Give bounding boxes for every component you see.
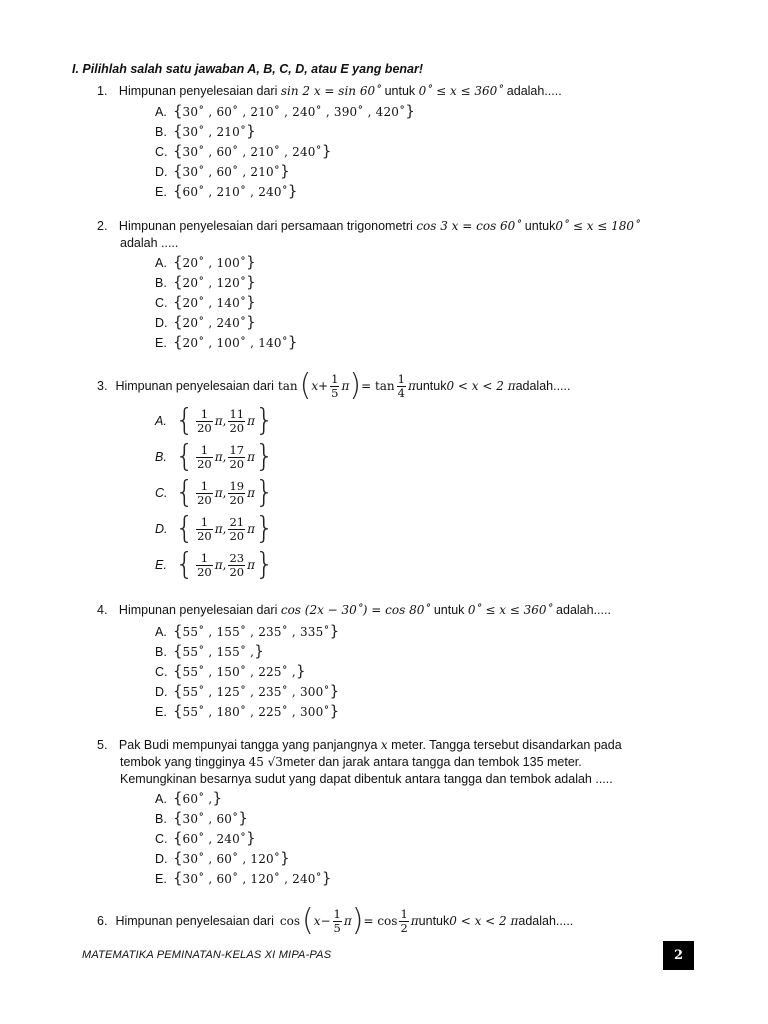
numerator: 23 — [229, 550, 245, 565]
option-letter: B. — [155, 276, 167, 290]
q2-text: Himpunan penyelesaian dari persamaan trigonometri — [118, 219, 417, 233]
right-paren: ) — [351, 903, 364, 938]
right-brace: } — [280, 162, 290, 180]
option-set: 60˚ , — [182, 792, 213, 806]
q5-line2b: meter dan jarak antara tangga dan tembok 135 meter. — [282, 755, 582, 769]
right-brace: } — [280, 849, 290, 867]
q3-tan: tan — [277, 379, 298, 393]
option-letter: C. — [155, 296, 168, 310]
q3-equals-tan: = tan — [361, 379, 395, 393]
question-2 — [97, 218, 640, 235]
q2-equation: cos 3 x = cos 60˚ — [416, 219, 522, 233]
fraction — [228, 408, 245, 435]
q5-line2a: tembok yang tingginya — [120, 755, 249, 769]
option-set: 55˚ , 155˚ , 235˚ , 335˚ — [182, 625, 330, 639]
question-6 — [97, 903, 573, 939]
option-set: 55˚ , 150˚ , 225˚ , — [182, 665, 296, 679]
option-set: 20˚ , 120˚ — [182, 276, 247, 290]
q5-option-e[interactable] — [155, 868, 331, 888]
q1-option-d[interactable] — [155, 161, 415, 181]
pi-symbol: π — [214, 414, 223, 428]
option-set: 20˚ , 100˚ — [182, 256, 247, 270]
right-brace: } — [405, 102, 415, 120]
q6-fraction-one-half — [399, 908, 408, 935]
q5-height: 45 √3 — [248, 755, 283, 769]
right-brace: } — [212, 789, 222, 807]
numerator: 11 — [229, 406, 245, 421]
question-4 — [97, 602, 611, 619]
q5-number: 5. — [97, 738, 108, 752]
q3-option-c[interactable] — [155, 475, 274, 511]
q4-number: 4. — [97, 603, 108, 617]
left-brace: { — [173, 682, 183, 700]
q3-option-b[interactable] — [155, 439, 274, 475]
question-3 — [97, 368, 570, 404]
left-brace: { — [175, 547, 195, 582]
numerator: 1 — [331, 371, 339, 386]
pi-symbol: π — [247, 558, 255, 572]
numerator: 21 — [229, 514, 245, 529]
pi-symbol: π — [341, 379, 350, 393]
option-letter: B. — [155, 450, 167, 464]
q1-option-c[interactable] — [155, 141, 415, 161]
left-brace: { — [173, 313, 183, 331]
right-brace: } — [329, 682, 340, 700]
option-letter: E. — [155, 558, 167, 572]
option-letter: A. — [155, 792, 167, 806]
q4-option-d[interactable] — [155, 681, 339, 701]
left-brace: { — [173, 789, 183, 807]
option-letter: D. — [155, 316, 168, 330]
left-brace: { — [173, 869, 183, 887]
denominator: 20 — [229, 528, 245, 543]
pi-symbol: π — [343, 914, 352, 928]
comma: , — [222, 450, 227, 464]
question-1 — [97, 83, 562, 100]
option-letter: D. — [155, 685, 168, 699]
pi-symbol: π — [247, 522, 255, 536]
q1-text2: untuk — [381, 84, 419, 98]
comma: , — [222, 414, 227, 428]
denominator: 4 — [397, 385, 405, 400]
numerator: 19 — [229, 478, 245, 493]
numerator: 1 — [200, 442, 209, 457]
option-letter: A. — [155, 414, 167, 428]
q6-number: 6. — [97, 914, 108, 928]
q6-text2: untuk — [418, 914, 450, 928]
option-letter: E. — [155, 185, 167, 199]
numerator: 1 — [200, 478, 209, 493]
right-brace: } — [321, 869, 332, 887]
q6-text: Himpunan penyelesaian dari — [115, 914, 274, 928]
denominator: 20 — [229, 420, 245, 435]
left-brace: { — [173, 702, 183, 720]
option-letter: B. — [155, 645, 167, 659]
right-brace: } — [246, 313, 256, 331]
option-set: 30˚ , 60˚ , 210˚ , 240˚ — [182, 145, 322, 159]
q2-text2: untuk — [521, 219, 556, 233]
q4-text3: adalah..... — [552, 603, 611, 617]
pi-symbol: π — [410, 914, 419, 928]
option-letter: E. — [155, 336, 167, 350]
fraction — [228, 444, 245, 471]
denominator: 20 — [229, 564, 245, 579]
section-heading: I. Pilihlah salah satu jawaban A, B, C, D, atau E yang benar! — [72, 62, 424, 76]
option-letter: E. — [155, 872, 167, 886]
numerator: 1 — [200, 514, 209, 529]
q4-option-b[interactable] — [155, 641, 339, 661]
right-brace: } — [254, 439, 275, 474]
option-set: 30˚ , 60˚ , 210˚ , 240˚ , 390˚ , 420˚ — [182, 105, 406, 119]
numerator: 1 — [200, 406, 209, 421]
numerator: 1 — [200, 550, 209, 565]
left-brace: { — [173, 809, 183, 827]
comma: , — [222, 486, 227, 500]
fraction — [196, 516, 213, 543]
left-brace: { — [173, 102, 183, 120]
option-set: 55˚ , 155˚ , — [182, 645, 255, 659]
numerator: 1 — [397, 371, 405, 386]
option-letter: C. — [155, 486, 168, 500]
option-letter: D. — [155, 522, 168, 536]
option-letter: B. — [155, 812, 167, 826]
option-letter: A. — [155, 256, 167, 270]
q1-range: 0˚ ≤ x ≤ 360˚ — [418, 84, 504, 98]
option-set: 55˚ , 125˚ , 235˚ , 300˚ — [182, 685, 330, 699]
denominator: 20 — [229, 492, 245, 507]
denominator: 20 — [229, 456, 245, 471]
option-set: 30˚ , 60˚ , 120˚ , 240˚ — [182, 872, 322, 886]
right-brace: } — [287, 182, 298, 200]
numerator: 17 — [229, 442, 245, 457]
option-letter: B. — [155, 125, 167, 139]
left-brace: { — [175, 439, 195, 474]
right-brace: } — [254, 403, 275, 438]
question-5 — [97, 737, 622, 754]
pi-symbol: π — [247, 486, 255, 500]
fraction — [228, 552, 245, 579]
q2-option-d[interactable] — [155, 312, 297, 332]
q2-range: 0˚ ≤ x ≤ 180˚ — [555, 219, 641, 233]
q2-text3: adalah ..... — [120, 236, 179, 250]
q3-option-e[interactable] — [155, 547, 274, 583]
q1-equation: sin 2 x = sin 60˚ — [280, 84, 382, 98]
right-brace: } — [246, 122, 256, 140]
left-paren: ( — [301, 903, 314, 938]
right-paren: ) — [349, 368, 362, 403]
option-set: 30˚ , 60˚ , 120˚ — [182, 852, 281, 866]
q4-text: Himpunan penyelesaian dari — [118, 603, 281, 617]
q3-fraction-one-fifth — [330, 373, 339, 400]
q4-range: 0˚ ≤ x ≤ 360˚ — [467, 603, 553, 617]
denominator: 5 — [331, 385, 339, 400]
option-set: 20˚ , 100˚ , 140˚ — [182, 336, 288, 350]
q1-text: Himpunan penyelesaian dari — [118, 84, 281, 98]
left-brace: { — [175, 475, 195, 510]
denominator: 5 — [333, 920, 341, 935]
q2-option-a[interactable] — [155, 252, 297, 272]
left-brace: { — [173, 182, 183, 200]
q2-number: 2. — [97, 219, 108, 233]
q5-option-d[interactable] — [155, 848, 331, 868]
q3-options — [155, 403, 274, 583]
left-brace: { — [175, 403, 195, 438]
fraction — [196, 444, 213, 471]
pi-symbol: π — [247, 414, 255, 428]
denominator: 20 — [197, 528, 212, 543]
q2-option-c[interactable] — [155, 292, 297, 312]
denominator: 20 — [197, 420, 212, 435]
right-brace: } — [254, 475, 275, 510]
left-brace: { — [173, 273, 183, 291]
q3-number: 3. — [97, 379, 108, 393]
q6-equals-cos: = cos — [363, 914, 398, 928]
right-brace: } — [238, 809, 248, 827]
left-brace: { — [173, 829, 183, 847]
q5-line2 — [120, 754, 582, 771]
left-brace: { — [173, 642, 183, 660]
right-brace: } — [295, 662, 306, 680]
q4-option-a[interactable] — [155, 621, 339, 641]
comma: , — [222, 522, 227, 536]
option-letter: A. — [155, 625, 167, 639]
option-set: 20˚ , 240˚ — [182, 316, 247, 330]
option-letter: C. — [155, 145, 168, 159]
option-letter: C. — [155, 665, 168, 679]
right-brace: } — [246, 293, 256, 311]
left-brace: { — [173, 333, 183, 351]
q3-text3: adalah..... — [515, 379, 571, 393]
pi-symbol: π — [214, 522, 223, 536]
right-brace: } — [329, 622, 340, 640]
option-letter: C. — [155, 832, 168, 846]
left-brace: { — [175, 511, 195, 546]
left-paren: ( — [299, 368, 312, 403]
q3-range: 0 < x < 2 π — [446, 379, 516, 393]
left-brace: { — [173, 122, 183, 140]
q5-line1a: Pak Budi mempunyai tangga yang panjangnya — [118, 738, 381, 752]
option-letter: D. — [155, 165, 168, 179]
denominator: 2 — [400, 920, 408, 935]
option-letter: D. — [155, 852, 168, 866]
left-brace: { — [173, 162, 183, 180]
option-letter: E. — [155, 705, 167, 719]
q3-fraction-one-fourth — [397, 373, 406, 400]
q5-x: x — [380, 738, 388, 752]
q3-option-a[interactable] — [155, 403, 274, 439]
q6-x-minus: x− — [313, 914, 331, 928]
q6-range: 0 < x < 2 π — [449, 914, 519, 928]
q5-line1b: meter. Tangga tersebut disandarkan pada — [387, 738, 622, 752]
left-brace: { — [173, 253, 183, 271]
q1-number: 1. — [97, 84, 108, 98]
fraction — [196, 480, 213, 507]
q5-options — [155, 788, 331, 888]
right-brace: } — [287, 333, 298, 351]
q3-option-d[interactable] — [155, 511, 274, 547]
left-brace: { — [173, 662, 183, 680]
fraction — [228, 480, 245, 507]
q1-option-a[interactable] — [155, 101, 415, 121]
right-brace: } — [254, 511, 275, 546]
q3-x-plus: x+ — [311, 379, 329, 393]
q2-options — [155, 252, 297, 352]
option-set: 30˚ , 60˚ , 210˚ — [182, 165, 281, 179]
option-set: 30˚ , 210˚ — [182, 125, 247, 139]
pi-symbol: π — [407, 379, 416, 393]
pi-symbol: π — [214, 558, 223, 572]
option-set: 55˚ , 180˚ , 225˚ , 300˚ — [182, 705, 330, 719]
q2-option-e[interactable] — [155, 332, 297, 352]
q6-text3: adalah..... — [518, 914, 574, 928]
right-brace: } — [329, 702, 340, 720]
left-brace: { — [173, 622, 183, 640]
option-letter: A. — [155, 105, 167, 119]
option-set: 20˚ , 140˚ — [182, 296, 247, 310]
right-brace: } — [246, 829, 256, 847]
right-brace: } — [254, 547, 275, 582]
comma: , — [222, 558, 227, 572]
q4-option-c[interactable] — [155, 661, 339, 681]
q4-text2: untuk — [430, 603, 468, 617]
right-brace: } — [254, 642, 264, 660]
option-set: 60˚ , 240˚ — [182, 832, 247, 846]
left-brace: { — [173, 142, 183, 160]
footer-title: MATEMATIKA PEMINATAN-KELAS XI MIPA-PAS — [82, 949, 332, 961]
numerator: 1 — [400, 906, 408, 921]
q4-option-e[interactable] — [155, 701, 339, 721]
option-set: 60˚ , 210˚ , 240˚ — [182, 185, 288, 199]
q5-option-a[interactable] — [155, 788, 331, 808]
left-brace: { — [173, 293, 183, 311]
q5-line3: Kemungkinan besarnya sudut yang dapat dibentuk antara tangga dan tembok adalah ..... — [120, 772, 613, 786]
q4-equation: cos (2x − 30˚) = cos 80˚ — [280, 603, 431, 617]
pi-symbol: π — [247, 450, 255, 464]
pi-symbol: π — [214, 450, 223, 464]
fraction — [196, 552, 213, 579]
right-brace: } — [246, 273, 256, 291]
fraction — [196, 408, 213, 435]
left-brace: { — [173, 849, 183, 867]
q6-fraction-one-fifth — [333, 908, 342, 935]
page-number-badge: 2 — [663, 941, 694, 970]
denominator: 20 — [197, 564, 212, 579]
q2-option-b[interactable] — [155, 272, 297, 292]
q1-option-b[interactable] — [155, 121, 415, 141]
denominator: 20 — [197, 492, 212, 507]
q1-options — [155, 101, 415, 201]
q3-text2: untuk — [415, 379, 447, 393]
q6-cos: cos — [279, 914, 300, 928]
q3-text: Himpunan penyelesaian dari — [115, 379, 274, 393]
numerator: 1 — [333, 906, 341, 921]
q5-option-b[interactable] — [155, 808, 331, 828]
q1-option-e[interactable] — [155, 181, 415, 201]
right-brace: } — [321, 142, 332, 160]
option-set: 30˚ , 60˚ — [182, 812, 239, 826]
q5-option-c[interactable] — [155, 828, 331, 848]
denominator: 20 — [197, 456, 212, 471]
pi-symbol: π — [214, 486, 223, 500]
q4-options — [155, 621, 339, 721]
fraction — [228, 516, 245, 543]
q1-text3: adalah..... — [503, 84, 562, 98]
right-brace: } — [246, 253, 256, 271]
